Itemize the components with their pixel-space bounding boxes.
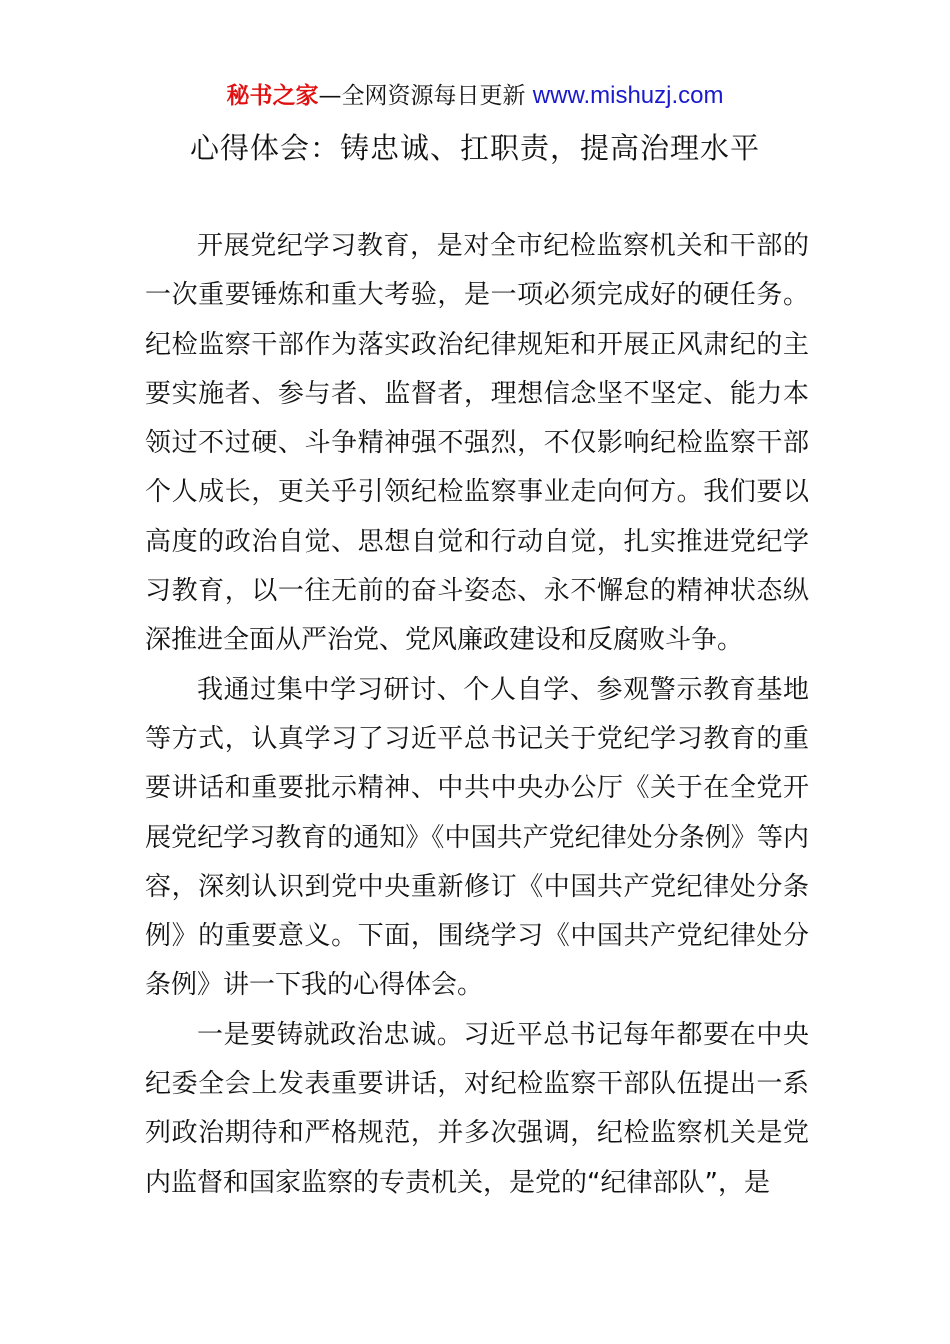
document-title: 心得体会：铸忠诚、扛职责，提高治理水平 bbox=[189, 131, 760, 165]
paragraph-3: 一是要铸就政治忠诚。习近平总书记每年都要在中央纪委全会上发表重要讲话，对纪检监察干部队伍提出一系列政治期待和严格规范，并多次强调，纪检监察机关是党内监督和国家监察的专责机关，是党的“纪律部队”，是 bbox=[145, 1019, 809, 1198]
paragraph-2: 我通过集中学习研讨、个人自学、参观警示教育基地等方式，认真学习了习近平总书记关于党纪学习教育的重要讲话和重要批示精神、中共中央办公厅《关于在全党开展党纪学习教育的通知》《中国共产党纪律处分条例》等内容，深刻认识到党中央重新修订《中国共产党纪律处分条例》的重要意义。下面，围绕学习《中国共产党纪律处分条例》讲一下我的心得体会。 bbox=[145, 674, 809, 1001]
site-header bbox=[0, 80, 950, 112]
document-body bbox=[145, 222, 809, 1208]
site-url-link[interactable]: www.mishuzj.com bbox=[532, 82, 724, 109]
site-tagline: —全网资源每日更新 bbox=[318, 83, 526, 109]
paragraph-1: 开展党纪学习教育，是对全市纪检监察机关和干部的一次重要锤炼和重大考验，是一项必须完成好的硬任务。纪检监察干部作为落实政治纪律规矩和开展正风肃纪的主要实施者、参与者、监督者，理想信念坚不坚定、能力本领过不过硬、斗争精神强不强烈，不仅影响纪检监察干部个人成长，更关乎引领纪检监察事业走向何方。我们要以高度的政治自觉、思想自觉和行动自觉，扎实推进党纪学习教育，以一往无前的奋斗姿态、永不懈怠的精神状态纵深推进全面从严治党、党风廉政建设和反腐败斗争。 bbox=[145, 231, 809, 656]
site-brand: 秘书之家 bbox=[226, 83, 319, 109]
